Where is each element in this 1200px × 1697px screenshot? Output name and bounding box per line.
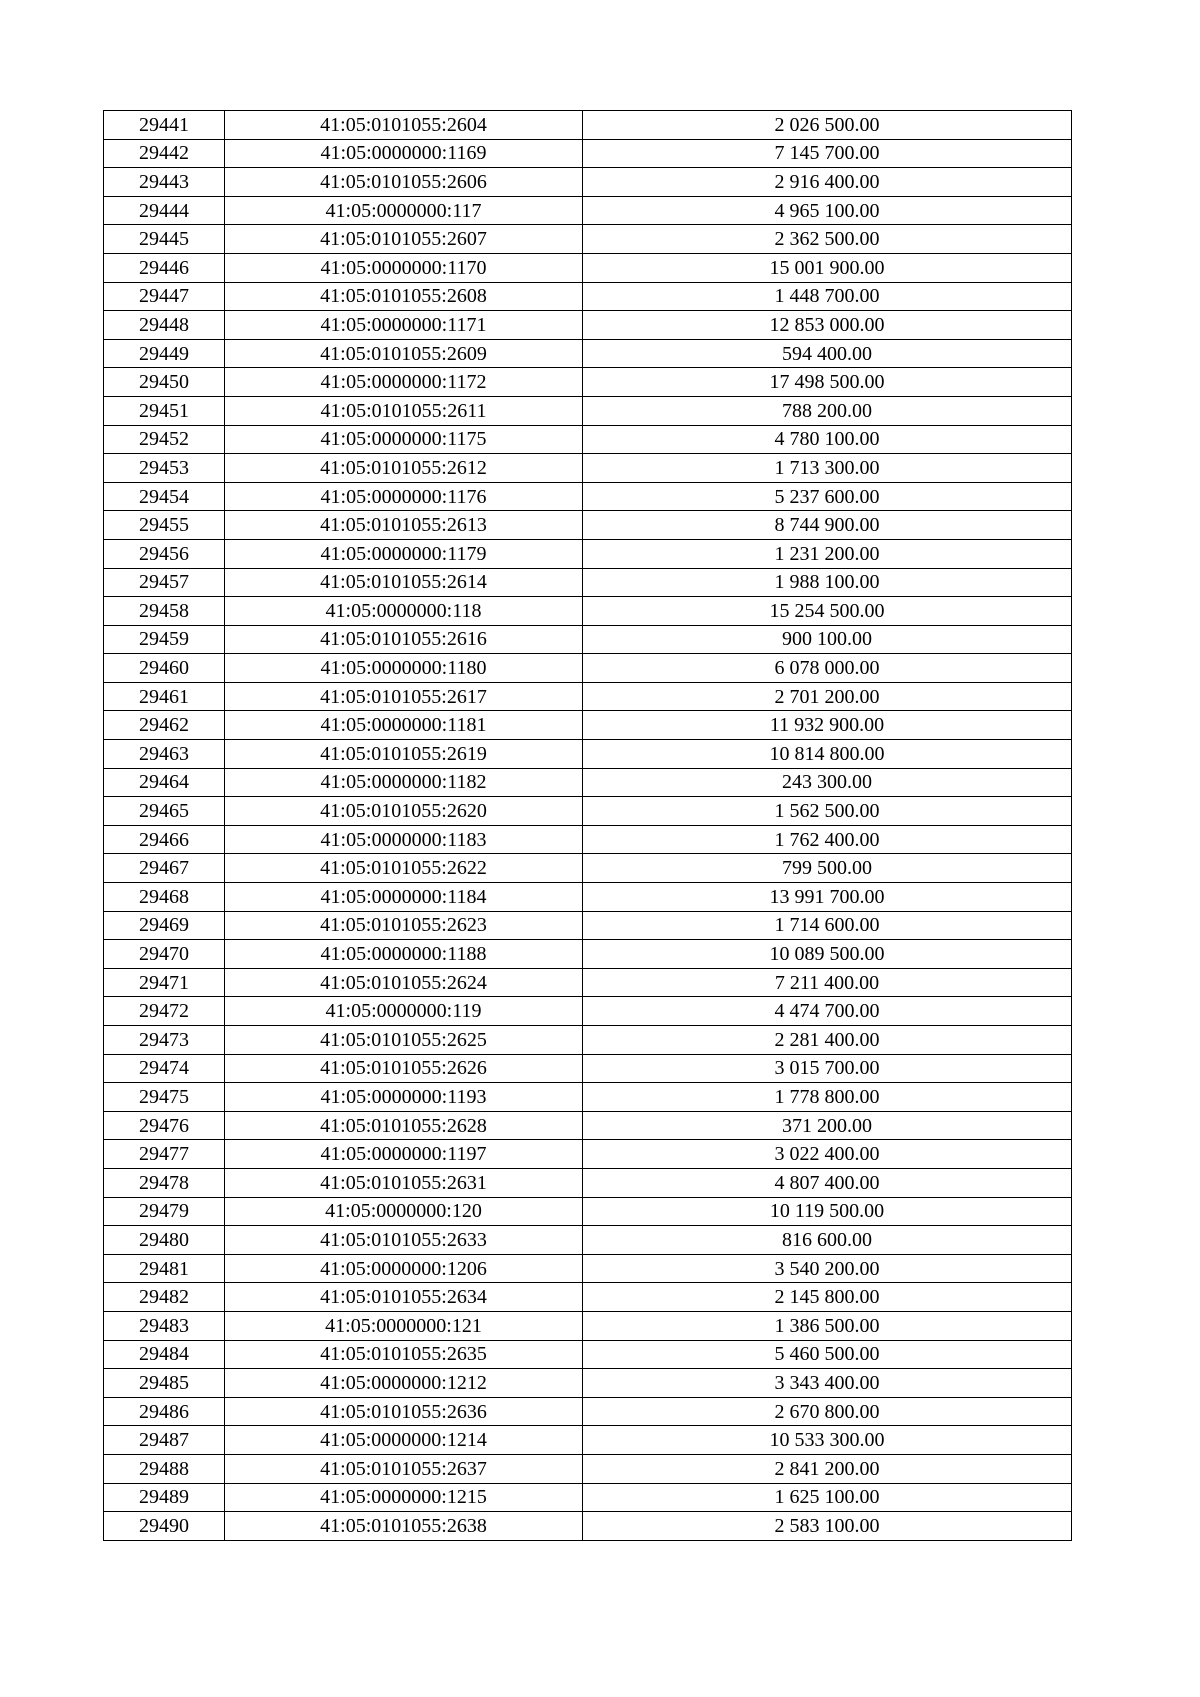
cadastral-value-cell: 799 500.00 [583, 854, 1072, 883]
table-row [104, 940, 1072, 969]
table-row [104, 968, 1072, 997]
row-number-cell: 29449 [104, 339, 225, 368]
cadastral-number-cell: 41:05:0000000:1183 [225, 825, 583, 854]
cadastral-number-cell: 41:05:0101055:2616 [225, 625, 583, 654]
cadastral-number-cell: 41:05:0101055:2611 [225, 396, 583, 425]
table-row [104, 797, 1072, 826]
table-row [104, 1397, 1072, 1426]
cadastral-number-cell: 41:05:0000000:1182 [225, 768, 583, 797]
cadastral-number-cell: 41:05:0000000:1179 [225, 539, 583, 568]
cadastral-value-cell: 371 200.00 [583, 1111, 1072, 1140]
table-row [104, 768, 1072, 797]
table-row [104, 740, 1072, 769]
table-row [104, 396, 1072, 425]
cadastral-value-cell: 4 807 400.00 [583, 1168, 1072, 1197]
row-number-cell: 29466 [104, 825, 225, 854]
cadastral-value-cell: 594 400.00 [583, 339, 1072, 368]
cadastral-value-cell: 2 026 500.00 [583, 111, 1072, 140]
cadastral-number-cell: 41:05:0000000:1175 [225, 425, 583, 454]
row-number-cell: 29483 [104, 1311, 225, 1340]
cadastral-value-cell: 1 231 200.00 [583, 539, 1072, 568]
cadastral-value-cell: 15 001 900.00 [583, 253, 1072, 282]
table-row [104, 1454, 1072, 1483]
cadastral-value-cell: 2 583 100.00 [583, 1512, 1072, 1541]
table-row [104, 1226, 1072, 1255]
table-row [104, 282, 1072, 311]
table-row [104, 1483, 1072, 1512]
table-row [104, 168, 1072, 197]
cadastral-number-cell: 41:05:0000000:1171 [225, 311, 583, 340]
row-number-cell: 29462 [104, 711, 225, 740]
cadastral-value-cell: 1 386 500.00 [583, 1311, 1072, 1340]
cadastral-number-cell: 41:05:0000000:1206 [225, 1254, 583, 1283]
table-row [104, 568, 1072, 597]
cadastral-number-cell: 41:05:0000000:1169 [225, 139, 583, 168]
row-number-cell: 29453 [104, 454, 225, 483]
cadastral-number-cell: 41:05:0000000:1176 [225, 482, 583, 511]
table-row [104, 682, 1072, 711]
cadastral-value-cell: 2 362 500.00 [583, 225, 1072, 254]
table-row [104, 1283, 1072, 1312]
cadastral-number-cell: 41:05:0000000:118 [225, 597, 583, 626]
row-number-cell: 29475 [104, 1083, 225, 1112]
cadastral-number-cell: 41:05:0101055:2636 [225, 1397, 583, 1426]
cadastral-number-cell: 41:05:0101055:2608 [225, 282, 583, 311]
table-row [104, 1168, 1072, 1197]
cadastral-number-cell: 41:05:0101055:2626 [225, 1054, 583, 1083]
cadastral-number-cell: 41:05:0101055:2625 [225, 1026, 583, 1055]
table-row [104, 482, 1072, 511]
row-number-cell: 29467 [104, 854, 225, 883]
row-number-cell: 29473 [104, 1026, 225, 1055]
cadastral-value-cell: 2 670 800.00 [583, 1397, 1072, 1426]
row-number-cell: 29476 [104, 1111, 225, 1140]
row-number-cell: 29477 [104, 1140, 225, 1169]
cadastral-number-cell: 41:05:0101055:2612 [225, 454, 583, 483]
cadastral-value-cell: 3 015 700.00 [583, 1054, 1072, 1083]
cadastral-value-cell: 1 714 600.00 [583, 911, 1072, 940]
cadastral-value-cell: 4 780 100.00 [583, 425, 1072, 454]
row-number-cell: 29456 [104, 539, 225, 568]
row-number-cell: 29463 [104, 740, 225, 769]
row-number-cell: 29481 [104, 1254, 225, 1283]
row-number-cell: 29447 [104, 282, 225, 311]
row-number-cell: 29464 [104, 768, 225, 797]
cadastral-value-cell: 10 533 300.00 [583, 1426, 1072, 1455]
cadastral-value-cell: 2 916 400.00 [583, 168, 1072, 197]
row-number-cell: 29490 [104, 1512, 225, 1541]
cadastral-number-cell: 41:05:0101055:2624 [225, 968, 583, 997]
table-row [104, 196, 1072, 225]
table-row [104, 1254, 1072, 1283]
cadastral-value-cell: 7 211 400.00 [583, 968, 1072, 997]
cadastral-number-cell: 41:05:0101055:2609 [225, 339, 583, 368]
cadastral-value-cell: 7 145 700.00 [583, 139, 1072, 168]
table-row [104, 597, 1072, 626]
cadastral-value-cell: 2 841 200.00 [583, 1454, 1072, 1483]
cadastral-value-cell: 1 625 100.00 [583, 1483, 1072, 1512]
cadastral-value-cell: 10 119 500.00 [583, 1197, 1072, 1226]
row-number-cell: 29474 [104, 1054, 225, 1083]
row-number-cell: 29461 [104, 682, 225, 711]
cadastral-number-cell: 41:05:0101055:2607 [225, 225, 583, 254]
cadastral-number-cell: 41:05:0101055:2620 [225, 797, 583, 826]
row-number-cell: 29450 [104, 368, 225, 397]
row-number-cell: 29469 [104, 911, 225, 940]
row-number-cell: 29470 [104, 940, 225, 969]
row-number-cell: 29446 [104, 253, 225, 282]
cadastral-value-cell: 6 078 000.00 [583, 654, 1072, 683]
cadastral-value-cell: 8 744 900.00 [583, 511, 1072, 540]
cadastral-number-cell: 41:05:0000000:119 [225, 997, 583, 1026]
table-row [104, 368, 1072, 397]
table-row [104, 654, 1072, 683]
cadastral-number-cell: 41:05:0000000:1197 [225, 1140, 583, 1169]
cadastral-number-cell: 41:05:0101055:2619 [225, 740, 583, 769]
row-number-cell: 29484 [104, 1340, 225, 1369]
cadastral-number-cell: 41:05:0101055:2638 [225, 1512, 583, 1541]
cadastral-number-cell: 41:05:0101055:2633 [225, 1226, 583, 1255]
table-row [104, 1140, 1072, 1169]
table-row [104, 1197, 1072, 1226]
row-number-cell: 29479 [104, 1197, 225, 1226]
table-row [104, 1083, 1072, 1112]
cadastral-number-cell: 41:05:0101055:2613 [225, 511, 583, 540]
row-number-cell: 29480 [104, 1226, 225, 1255]
table-row [104, 111, 1072, 140]
cadastral-number-cell: 41:05:0000000:1212 [225, 1369, 583, 1398]
cadastral-value-cell: 5 237 600.00 [583, 482, 1072, 511]
row-number-cell: 29443 [104, 168, 225, 197]
table-row [104, 1512, 1072, 1541]
cadastral-value-cell: 4 474 700.00 [583, 997, 1072, 1026]
cadastral-value-cell: 3 022 400.00 [583, 1140, 1072, 1169]
cadastral-value-cell: 12 853 000.00 [583, 311, 1072, 340]
table-body [104, 111, 1072, 1541]
cadastral-value-cell: 900 100.00 [583, 625, 1072, 654]
row-number-cell: 29451 [104, 396, 225, 425]
table-row [104, 1340, 1072, 1369]
cadastral-number-cell: 41:05:0101055:2623 [225, 911, 583, 940]
cadastral-value-cell: 1 988 100.00 [583, 568, 1072, 597]
row-number-cell: 29460 [104, 654, 225, 683]
row-number-cell: 29487 [104, 1426, 225, 1455]
cadastral-number-cell: 41:05:0101055:2604 [225, 111, 583, 140]
cadastral-value-cell: 2 145 800.00 [583, 1283, 1072, 1312]
cadastral-number-cell: 41:05:0000000:1214 [225, 1426, 583, 1455]
row-number-cell: 29465 [104, 797, 225, 826]
row-number-cell: 29485 [104, 1369, 225, 1398]
table-row [104, 1369, 1072, 1398]
table-row [104, 454, 1072, 483]
cadastral-number-cell: 41:05:0101055:2634 [225, 1283, 583, 1312]
table-row [104, 883, 1072, 912]
row-number-cell: 29489 [104, 1483, 225, 1512]
cadastral-value-cell: 10 089 500.00 [583, 940, 1072, 969]
cadastral-number-cell: 41:05:0000000:1188 [225, 940, 583, 969]
cadastral-number-cell: 41:05:0101055:2606 [225, 168, 583, 197]
cadastral-value-cell: 17 498 500.00 [583, 368, 1072, 397]
row-number-cell: 29457 [104, 568, 225, 597]
row-number-cell: 29448 [104, 311, 225, 340]
row-number-cell: 29459 [104, 625, 225, 654]
row-number-cell: 29472 [104, 997, 225, 1026]
table-row [104, 825, 1072, 854]
cadastral-value-cell: 13 991 700.00 [583, 883, 1072, 912]
table-row [104, 1111, 1072, 1140]
cadastral-value-cell: 788 200.00 [583, 396, 1072, 425]
cadastral-value-cell: 2 701 200.00 [583, 682, 1072, 711]
cadastral-number-cell: 41:05:0000000:1215 [225, 1483, 583, 1512]
cadastral-number-cell: 41:05:0101055:2631 [225, 1168, 583, 1197]
cadastral-number-cell: 41:05:0000000:121 [225, 1311, 583, 1340]
cadastral-number-cell: 41:05:0000000:1181 [225, 711, 583, 740]
row-number-cell: 29482 [104, 1283, 225, 1312]
cadastral-number-cell: 41:05:0101055:2635 [225, 1340, 583, 1369]
cadastral-number-cell: 41:05:0101055:2617 [225, 682, 583, 711]
cadastral-number-cell: 41:05:0101055:2614 [225, 568, 583, 597]
row-number-cell: 29444 [104, 196, 225, 225]
table-row [104, 225, 1072, 254]
cadastral-value-cell: 1 778 800.00 [583, 1083, 1072, 1112]
row-number-cell: 29454 [104, 482, 225, 511]
row-number-cell: 29445 [104, 225, 225, 254]
table-row [104, 911, 1072, 940]
cadastral-number-cell: 41:05:0000000:120 [225, 1197, 583, 1226]
table-row [104, 1311, 1072, 1340]
table-row [104, 139, 1072, 168]
cadastral-value-cell: 2 281 400.00 [583, 1026, 1072, 1055]
table-row [104, 997, 1072, 1026]
table-row [104, 625, 1072, 654]
row-number-cell: 29471 [104, 968, 225, 997]
cadastral-number-cell: 41:05:0000000:117 [225, 196, 583, 225]
table-row [104, 854, 1072, 883]
cadastral-number-cell: 41:05:0000000:1193 [225, 1083, 583, 1112]
row-number-cell: 29452 [104, 425, 225, 454]
table-row [104, 511, 1072, 540]
cadastral-number-cell: 41:05:0000000:1184 [225, 883, 583, 912]
cadastral-number-cell: 41:05:0101055:2622 [225, 854, 583, 883]
cadastral-value-cell: 11 932 900.00 [583, 711, 1072, 740]
table-row [104, 539, 1072, 568]
row-number-cell: 29488 [104, 1454, 225, 1483]
cadastral-value-cell: 1 762 400.00 [583, 825, 1072, 854]
cadastral-number-cell: 41:05:0000000:1170 [225, 253, 583, 282]
cadastral-number-cell: 41:05:0000000:1180 [225, 654, 583, 683]
row-number-cell: 29478 [104, 1168, 225, 1197]
cadastral-value-cell: 3 343 400.00 [583, 1369, 1072, 1398]
row-number-cell: 29442 [104, 139, 225, 168]
row-number-cell: 29486 [104, 1397, 225, 1426]
cadastral-value-cell: 3 540 200.00 [583, 1254, 1072, 1283]
cadastral-number-cell: 41:05:0101055:2637 [225, 1454, 583, 1483]
row-number-cell: 29455 [104, 511, 225, 540]
cadastral-value-cell: 10 814 800.00 [583, 740, 1072, 769]
table-row [104, 253, 1072, 282]
table-row [104, 1054, 1072, 1083]
cadastral-value-cell: 1 448 700.00 [583, 282, 1072, 311]
cadastral-value-table [103, 110, 1072, 1541]
cadastral-number-cell: 41:05:0000000:1172 [225, 368, 583, 397]
row-number-cell: 29441 [104, 111, 225, 140]
row-number-cell: 29458 [104, 597, 225, 626]
cadastral-value-cell: 816 600.00 [583, 1226, 1072, 1255]
cadastral-value-cell: 1 713 300.00 [583, 454, 1072, 483]
cadastral-value-cell: 15 254 500.00 [583, 597, 1072, 626]
table-row [104, 1426, 1072, 1455]
cadastral-value-cell: 1 562 500.00 [583, 797, 1072, 826]
table-row [104, 711, 1072, 740]
cadastral-value-cell: 4 965 100.00 [583, 196, 1072, 225]
table-row [104, 425, 1072, 454]
table-row [104, 339, 1072, 368]
cadastral-value-cell: 243 300.00 [583, 768, 1072, 797]
table-row [104, 1026, 1072, 1055]
table-row [104, 311, 1072, 340]
cadastral-value-cell: 5 460 500.00 [583, 1340, 1072, 1369]
cadastral-number-cell: 41:05:0101055:2628 [225, 1111, 583, 1140]
row-number-cell: 29468 [104, 883, 225, 912]
